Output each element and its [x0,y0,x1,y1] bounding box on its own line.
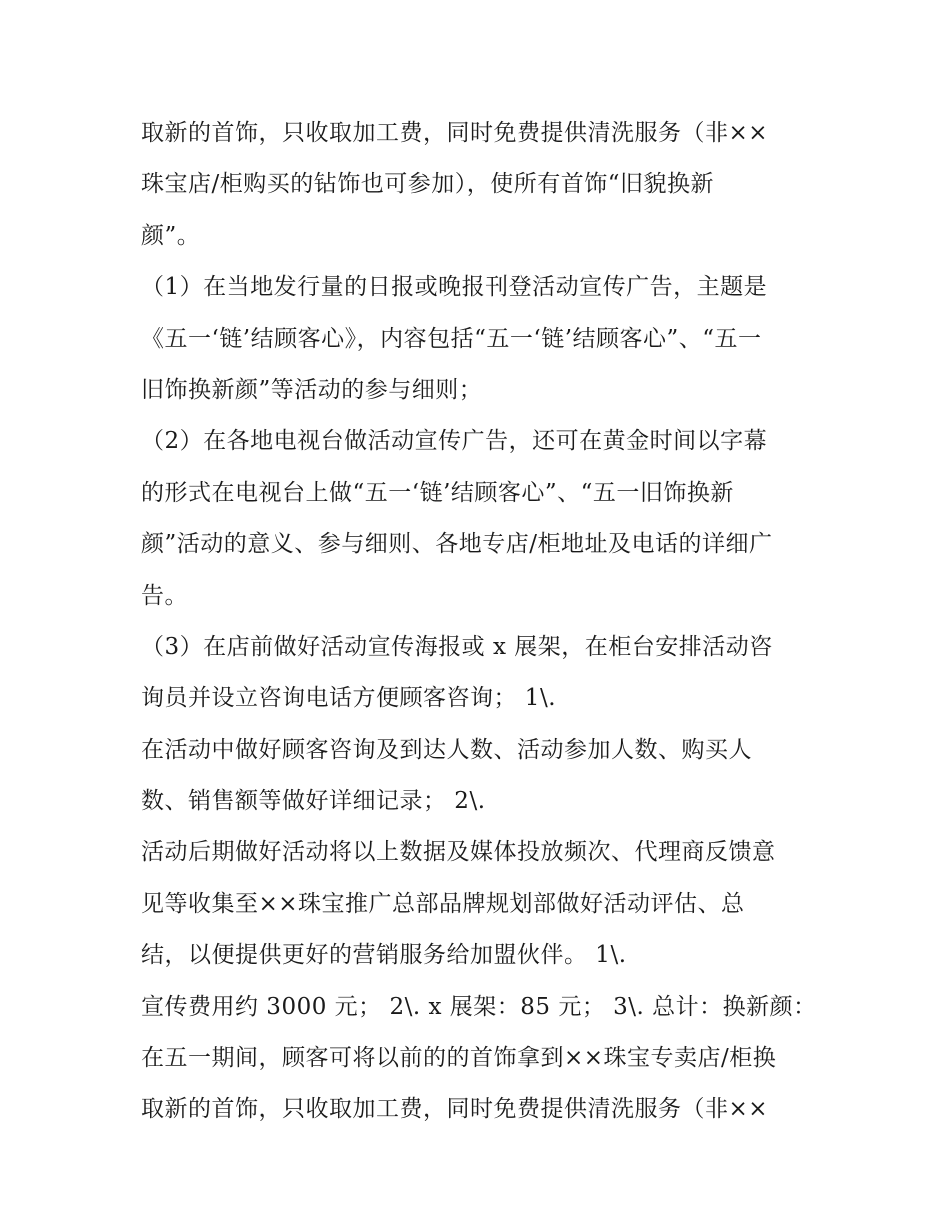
text-line-20: 取新的首饰，只收取加工费，同时免费提供清洗服务（非×× [141,1096,769,1123]
text-line-3: 颜”。 [141,222,201,249]
text-line-16: 见等收集至××珠宝推广总部品牌规划部做好活动评估、总 [141,890,745,917]
text-line-1: 取新的首饰，只收取加工费，同时免费提供清洗服务（非×× [141,120,769,146]
text-line-8: 的形式在电视台上做“五一‘链’结顾客心”、“五一旧饰换新 [141,479,734,506]
text-line-4: （1）在当地发行量的日报或晚报刊登活动宣传广告，主题是 [141,274,768,301]
text-line-13: 在活动中做好顾客咨询及到达人数、活动参加人数、购买人 [141,736,752,763]
body-text [141,108,821,1136]
text-line-17: 结，以便提供更好的营销服务给加盟伙伴。 1\. [141,942,627,969]
text-line-12: 询员并设立咨询电话方便顾客咨询； 1\. [141,685,557,712]
text-line-18: 宣传费用约 3000 元； 2\. x 展架：85 元； 3\. 总计：换新颜： [141,993,817,1020]
text-line-9: 颜”活动的意义、参与细则、各地专店/柜地址及电话的详细广 [141,531,773,558]
text-line-7: （2）在各地电视台做活动宣传广告，还可在黄金时间以字幕 [141,428,768,455]
text-line-19: 在五一期间，顾客可将以前的的首饰拿到××珠宝专卖店/柜换 [141,1045,777,1072]
text-line-2: 珠宝店/柜购买的钻饰也可参加），使所有首饰“旧貌换新 [141,171,715,198]
text-line-6: 旧饰换新颜”等活动的参与细则； [141,376,483,403]
text-line-15: 活动后期做好活动将以上数据及媒体投放频次、代理商反馈意 [141,839,776,866]
text-line-11: （3）在店前做好活动宣传海报或 x 展架，在柜台安排活动咨 [141,633,773,660]
text-line-10: 告。 [141,582,188,609]
text-line-5: 《五一‘链’结顾客心》，内容包括“五一‘链’结顾客心”、“五一 [141,325,762,352]
text-line-14: 数、销售额等做好详细记录； 2\. [141,788,486,815]
